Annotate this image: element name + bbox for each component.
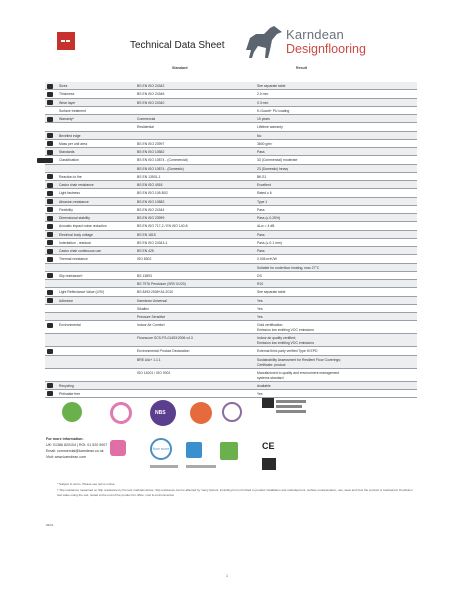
property-icon [47,183,53,188]
standard-value: BS EN ISO 24340 [137,100,165,105]
table-row [45,148,417,156]
table-row [45,231,417,239]
brand-name: Karndean [286,27,344,42]
result-value-line2: Emission low emitting VOC emissions [257,341,314,346]
result-value: Indoor air quality certified; [257,336,296,341]
table-row [45,390,417,398]
brand-tagline: Designflooring [286,42,366,56]
property-icon [47,298,53,303]
property-icon [47,232,53,237]
property-name: Environmental [59,323,81,328]
result-value: External third-party verified Type III EPD [257,349,318,354]
doc-reference: 06/21 [46,523,54,527]
property-name: Acoustic impact noise reduction [59,224,107,229]
page-title: Technical Data Sheet [130,40,225,51]
property-icon [37,158,53,163]
table-row [45,107,417,115]
result-value: Available [257,383,271,388]
property-name: Dimensional stability [59,216,90,220]
standard-value: BS EN ISO 24346 [137,92,165,97]
contact-phone[interactable]: UK: 01386 820104 | ROI: 01 520 9007 [46,443,108,447]
table-row [45,82,417,90]
table-row [45,272,417,280]
table-row [45,288,417,296]
nbs-label: NBS [155,410,166,416]
table-row [45,198,417,206]
property-icon [47,207,53,212]
table-row [45,206,417,214]
result-value: Yes [257,391,263,396]
property-icon [47,191,53,196]
standard-value: BS EN ISO 10582 [137,150,165,154]
table-row [45,356,417,369]
result-value: See separate table [257,84,286,88]
result-value: 3600 g/m² [257,141,273,146]
result-value: 0.3 mm [257,100,269,105]
property-name: Classification [59,158,79,163]
property-name: Sizes [59,84,68,88]
property-name: Recycling [59,383,74,388]
table-row [45,280,417,288]
table-row [45,140,417,148]
column-header-standard: Standard [172,66,188,70]
property-name: Light fastness [59,191,80,196]
result-value-line2: Certificate: product [257,362,286,367]
result-value: 10 years [257,117,271,121]
property-icon [47,323,53,328]
pink-square-badge [110,440,126,456]
contact-heading: For more information: [46,437,84,441]
result-value: No [257,133,262,138]
table-row [45,189,417,197]
property-icon [47,383,53,388]
standard-value: BS 8493:2008+A1:2010 [137,290,174,295]
pink-certification-badge [110,402,132,424]
result-value: 0.006 m²K/W [257,257,277,262]
partner-text [186,465,216,468]
standard-value: BS EN ISO 24344 [137,207,165,212]
property-icon [47,240,53,245]
contact-email[interactable]: Email: commercial@karndean.co.uk [46,449,104,453]
orange-certification-badge [190,402,212,424]
standard-value: BS EN ISO 4918 [137,183,163,187]
standard-value: BS 7976 Pendulum (SRV 01/20) [137,282,186,286]
property-name: Mass per unit area [59,141,88,146]
result-value: Excellent [257,183,271,187]
purple-certification-badge [222,402,242,422]
table-row [45,321,417,334]
standard-value: BS EN ISO 24343-1 [137,240,168,245]
contact-web[interactable]: Visit: www.karndean.com [46,455,87,459]
result-value: See separate table [257,290,286,295]
property-name: Electrical body voltage [59,232,93,237]
table-row [45,214,417,222]
property-icon [47,141,53,146]
result-value: ΔLw = 4 dB [257,224,275,229]
standard-value: BS EN ISO 717-2 / EN ISO 140-8 [137,224,188,229]
property-icon [47,391,53,396]
green-square-badge [220,442,238,460]
result-value: Pass [257,150,265,154]
property-name: Warranty* [59,117,74,121]
table-row [45,239,417,247]
property-icon [47,273,53,278]
column-header-result: Result [296,66,307,70]
contact-info [46,436,107,460]
table-row [45,334,417,347]
result-value: Pass [257,207,265,212]
table-row [45,247,417,255]
ce-mark: CE [262,441,275,451]
standard-value: Indoor Air Comfort [137,323,165,328]
table-row [45,305,417,313]
result-value: Yes [257,298,263,303]
property-icon [47,216,53,221]
table-row [45,90,417,98]
property-icon [47,174,53,179]
partner-text [150,465,178,468]
result-value: Pass (≤ 0.25%) [257,216,281,220]
standard-value: BS EN ISO 105-B02 [137,191,168,196]
standard-value: Commercial [137,117,156,121]
table-row [45,156,417,164]
certificate-text [276,405,302,408]
result-value: Rated ≥ 6 [257,191,272,196]
standard-value: BS EN 425 [137,249,154,253]
result-value: Pass [257,232,265,237]
property-icon [47,150,53,155]
property-icon [47,199,53,204]
result-value: Yes [257,306,263,311]
result-value: DS [257,273,262,278]
standard-value: Residential [137,125,154,130]
standard-value: Karndean Universal [137,298,167,303]
property-icon [47,224,53,229]
result-value: 33 (Commercial) moderate [257,158,298,163]
table-row [45,255,417,263]
property-name: Flexibility [59,207,73,212]
property-name: Thermal resistance [59,257,88,262]
table-row [45,369,417,382]
result-value: Type 1 [257,199,268,204]
table-row [45,264,417,272]
property-name: Indentation - residual [59,240,91,245]
brand-logo [242,20,422,62]
result-value: Sustainability Assessment for Resilient Floor Coverings; [257,357,341,362]
footnote-warranty: * Subject to terms. Please see terms online. [57,482,116,486]
black-mark [262,458,276,470]
standard-value: Floorscore SCS-FS-01453:2006 v4.3 [137,336,193,341]
standard-value: Sikaflex [137,306,149,311]
table-row [45,181,417,189]
standard-value: BS EN ISO 24342 [137,84,165,88]
standard-value: Pressure Sensitive [137,315,166,319]
standard-value: BS EN ISO 23997 [137,141,165,146]
table-row [45,313,417,321]
blue-square-badge [186,442,202,458]
standard-value: BS 13893 [137,273,152,278]
result-value: K-Guard+ PU coating [257,108,290,113]
standard-value: BS EN 1815 [137,232,156,237]
table-row [45,382,417,390]
property-icon [47,290,53,295]
property-name: Slip resistance† [59,273,83,278]
property-name: Standards [59,150,75,154]
table-row [45,297,417,305]
property-name: Wear layer [59,100,76,105]
property-name: Adhesive [59,298,73,303]
result-value: Gold certification; [257,323,284,328]
nbs-badge [150,400,176,426]
property-name: Castor chair resistance [59,183,94,187]
property-name: Phthalate free [59,391,81,396]
table-row [45,173,417,181]
floorscore-label: floor score [153,447,170,451]
result-value: 23 (Domestic) heavy [257,166,289,171]
property-icon [47,117,53,122]
property-name: Surface treatment [59,108,86,113]
standard-value: Environmental Product Declaration [137,349,190,354]
result-value: Pass (≤ 0.1 mm) [257,240,282,245]
table-row [45,347,417,355]
manufacturer-logo [57,32,75,50]
floorscore-logo [150,438,172,460]
table-row [45,165,417,173]
property-name: Abrasion resistance [59,199,89,204]
property-icon [47,133,53,138]
table-row [45,132,417,140]
property-name: Thickness [59,92,75,97]
standard-value: BS EN ISO 23999 [137,216,165,220]
footnote-slip: † Slip resistance measured on Slip resistance by the test methods above. Slip resistance can be affected by many factors, including but not limited to product installation and underlayment, surface contamination, use, wear and how the product is maintained. Pendulum test value using the wet, tested at the end of the product for office, cost & environmental. [57,488,413,497]
result-value: Lifetime warranty [257,125,283,130]
property-icon [47,84,53,89]
footnotes [57,482,417,497]
result-value: Pass [257,249,265,253]
ukca-mark [262,398,274,408]
result-value: Suitable for underfloor heating, max 27°C [257,265,320,270]
certificate-text [276,400,306,403]
table-row [45,222,417,230]
result-value: R10 [257,282,264,286]
standard-value: BS EN 13501-1 [137,174,161,179]
result-value: Bfl-S1 [257,174,267,179]
table-row [45,115,417,123]
standard-value: BRE A/A+ 1.1.1 [137,357,161,362]
standard-value: BS EN ISO 10874 - (Domestic) [137,166,184,171]
property-name: Light Reflectance Value (LRV) [59,290,105,295]
property-icon [47,92,53,97]
standard-value: ISO 8302 [137,257,152,262]
result-value-line2: Emission low emitting VOC emissions [257,328,314,333]
standard-value: BS EN ISO 10874 - (Commercial) [137,158,188,163]
result-value: Yes [257,315,263,319]
standard-value: ISO 14001 / ISO 9001 [137,370,171,375]
property-name: Reaction to fire [59,174,82,179]
spec-table [45,82,417,398]
green-certification-badge [62,402,82,422]
property-name: Castor chair continuous use [59,249,102,253]
dog-icon [242,20,286,62]
table-row [45,123,417,131]
property-icon [47,249,53,254]
result-value: Manufactured to quality and environment management [257,370,340,375]
property-name: Bevelled edge [59,133,81,138]
property-icon [47,257,53,262]
property-icon [47,100,53,105]
certificate-text [276,410,306,413]
table-row [45,99,417,107]
standard-value: BS EN ISO 10582 [137,199,165,204]
property-icon [47,349,53,354]
page-number: 1 [226,574,228,578]
result-value: 2.0 mm [257,92,269,97]
result-value-line2: systems standard [257,375,284,380]
